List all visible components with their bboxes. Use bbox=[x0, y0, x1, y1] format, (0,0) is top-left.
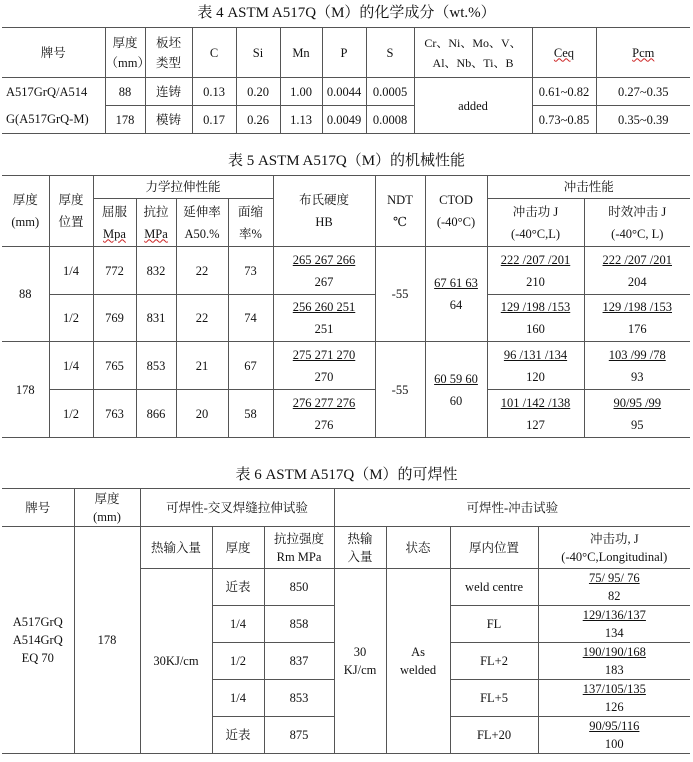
elongation-cell: 22 bbox=[176, 295, 228, 342]
plate-thickness-cell: 近表 bbox=[212, 717, 264, 754]
grade-cell-line1: A517GrQ/A514 bbox=[2, 78, 105, 106]
cross-weld-tensile-group-header: 可焊性-交叉焊缝拉伸试验 bbox=[140, 489, 334, 527]
thickness-cell: 178 bbox=[105, 106, 145, 134]
grade-cell: A517GrQ A514GrQ EQ 70 bbox=[2, 527, 74, 754]
yield-header: 屈服 Mpa bbox=[93, 199, 136, 247]
ceq-header: Ceq bbox=[532, 28, 596, 78]
impact-cell: 222 /207 /201 210 bbox=[487, 247, 584, 295]
impact-group-header: 冲击性能 bbox=[487, 176, 690, 199]
slab-type-cell: 模铸 bbox=[145, 106, 192, 134]
state-header: 状态 bbox=[386, 527, 450, 569]
pcm-header: Pcm bbox=[596, 28, 690, 78]
impact-cell: 190/190/168 183 bbox=[538, 643, 690, 680]
hardness-header: 布氏硬度 HB bbox=[273, 176, 375, 247]
area-cell: 73 bbox=[228, 247, 273, 295]
thickness-cell: 178 bbox=[2, 342, 49, 438]
position-cell: 1/2 bbox=[49, 295, 93, 342]
thickness-cell: 178 bbox=[74, 527, 140, 754]
table5-caption: 表 5 ASTM A517Q（M）的机械性能 bbox=[227, 153, 466, 169]
ndt-cell: -55 bbox=[375, 247, 425, 342]
table5-row bbox=[2, 295, 690, 342]
p-header: P bbox=[322, 28, 366, 78]
impact-cell: 96 /131 /134 120 bbox=[487, 342, 584, 390]
ctod-cell: 60 59 60 60 bbox=[425, 342, 487, 438]
heat-input-cell: 30KJ/cm bbox=[140, 569, 212, 754]
tensile-strength-header: 抗拉强度 Rm MPa bbox=[264, 527, 334, 569]
ctod-cell: 67 61 63 64 bbox=[425, 247, 487, 342]
c-cell: 0.17 bbox=[192, 106, 236, 134]
position-header: 厚度 位置 bbox=[49, 176, 93, 247]
aging-impact-cell: 129 /198 /153 176 bbox=[584, 295, 690, 342]
si-cell: 0.26 bbox=[236, 106, 280, 134]
hardness-cell: 276 277 276 276 bbox=[273, 390, 375, 438]
aging-impact-cell: 90/95 /99 95 bbox=[584, 390, 690, 438]
position-cell: 1/4 bbox=[49, 247, 93, 295]
impact-cell: 137/105/135 126 bbox=[538, 680, 690, 717]
table5-row bbox=[2, 247, 690, 295]
table4-row bbox=[2, 78, 690, 106]
ndt-header: NDT ℃ bbox=[375, 176, 425, 247]
table6-subheader-row bbox=[2, 527, 690, 569]
location-cell: FL+5 bbox=[450, 680, 538, 717]
pcm-cell: 0.27~0.35 bbox=[596, 78, 690, 106]
ceq-cell: 0.61~0.82 bbox=[532, 78, 596, 106]
s-header: S bbox=[366, 28, 414, 78]
mn-cell: 1.13 bbox=[280, 106, 322, 134]
aging-impact-cell: 103 /99 /78 93 bbox=[584, 342, 690, 390]
impact-heat-input-header: 热输 入量 bbox=[334, 527, 386, 569]
plate-thickness-cell: 1/2 bbox=[212, 643, 264, 680]
slab-type-cell: 连铸 bbox=[145, 78, 192, 106]
yield-cell: 769 bbox=[93, 295, 136, 342]
impact-cell: 90/95/116 100 bbox=[538, 717, 690, 754]
thickness-cell: 88 bbox=[105, 78, 145, 106]
plate-thickness-cell: 近表 bbox=[212, 569, 264, 606]
table4-chemical-composition bbox=[2, 27, 690, 134]
state-cell: As welded bbox=[386, 569, 450, 754]
impact-cell: 101 /142 /138 127 bbox=[487, 390, 584, 438]
thickness-header: 厚度 （mm） bbox=[105, 28, 145, 78]
aging-impact-header: 时效冲击 J (-40°C, L) bbox=[584, 199, 690, 247]
grade-header: 牌号 bbox=[2, 489, 74, 527]
tensile-strength-cell: 875 bbox=[264, 717, 334, 754]
table6-caption: 表 6 ASTM A517Q（M）的可焊性 bbox=[235, 467, 458, 483]
table4-caption: 表 4 ASTM A517Q（M）的化学成分（wt.%） bbox=[197, 5, 496, 21]
microalloy-header: Cr、Ni、Mo、V、 Al、Nb、Ti、B bbox=[414, 28, 532, 78]
grade-cell-line2: G(A517GrQ-M) bbox=[2, 106, 105, 134]
mn-cell: 1.00 bbox=[280, 78, 322, 106]
table5-header-row bbox=[2, 176, 690, 199]
elongation-cell: 21 bbox=[176, 342, 228, 390]
tensile-cell: 832 bbox=[136, 247, 176, 295]
position-cell: 1/4 bbox=[49, 342, 93, 390]
s-cell: 0.0008 bbox=[366, 106, 414, 134]
location-cell: FL+20 bbox=[450, 717, 538, 754]
c-header: C bbox=[192, 28, 236, 78]
tensile-cell: 831 bbox=[136, 295, 176, 342]
p-cell: 0.0049 bbox=[322, 106, 366, 134]
plate-thickness-cell: 1/4 bbox=[212, 680, 264, 717]
location-cell: weld centre bbox=[450, 569, 538, 606]
si-header: Si bbox=[236, 28, 280, 78]
impact-energy-header: 冲击功, J (-40°C,Longitudinal) bbox=[538, 527, 690, 569]
aging-impact-cell: 222 /207 /201 204 bbox=[584, 247, 690, 295]
table4-row bbox=[2, 106, 690, 134]
area-reduction-header: 面缩 率% bbox=[228, 199, 273, 247]
si-cell: 0.20 bbox=[236, 78, 280, 106]
ctod-header: CTOD (-40°C) bbox=[425, 176, 487, 247]
tensile-cell: 866 bbox=[136, 390, 176, 438]
table5-row bbox=[2, 342, 690, 390]
table5-row bbox=[2, 390, 690, 438]
pcm-cell: 0.35~0.39 bbox=[596, 106, 690, 134]
position-cell: 1/2 bbox=[49, 390, 93, 438]
tensile-strength-cell: 858 bbox=[264, 606, 334, 643]
location-header: 厚内位置 bbox=[450, 527, 538, 569]
impact-cell: 129/136/137 134 bbox=[538, 606, 690, 643]
hardness-cell: 256 260 251 251 bbox=[273, 295, 375, 342]
heat-input-header: 热输入量 bbox=[140, 527, 212, 569]
location-cell: FL bbox=[450, 606, 538, 643]
grade-header: 牌号 bbox=[2, 28, 105, 78]
table4-header-row bbox=[2, 28, 690, 78]
elongation-header: 延伸率 A50.% bbox=[176, 199, 228, 247]
location-cell: FL+2 bbox=[450, 643, 538, 680]
table6-weldability bbox=[2, 488, 690, 754]
ceq-cell: 0.73~0.85 bbox=[532, 106, 596, 134]
impact-cell: 129 /198 /153 160 bbox=[487, 295, 584, 342]
area-cell: 67 bbox=[228, 342, 273, 390]
tensile-strength-cell: 837 bbox=[264, 643, 334, 680]
tensile-group-header: 力学拉伸性能 bbox=[93, 176, 273, 199]
tensile-strength-cell: 853 bbox=[264, 680, 334, 717]
thickness-cell: 88 bbox=[2, 247, 49, 342]
microalloy-cell: added bbox=[414, 78, 532, 134]
table5-mechanical-properties bbox=[2, 175, 690, 438]
elongation-cell: 22 bbox=[176, 247, 228, 295]
impact-cell: 75/ 95/ 76 82 bbox=[538, 569, 690, 606]
area-cell: 74 bbox=[228, 295, 273, 342]
impact-heat-input-cell: 30 KJ/cm bbox=[334, 569, 386, 754]
plate-thickness-header: 厚度 bbox=[212, 527, 264, 569]
p-cell: 0.0044 bbox=[322, 78, 366, 106]
yield-cell: 772 bbox=[93, 247, 136, 295]
tensile-cell: 853 bbox=[136, 342, 176, 390]
table6-header-row bbox=[2, 489, 690, 527]
impact-energy-header: 冲击功 J (-40°C,L) bbox=[487, 199, 584, 247]
slab-type-header: 板坯 类型 bbox=[145, 28, 192, 78]
yield-cell: 763 bbox=[93, 390, 136, 438]
thickness-header: 厚度 (mm) bbox=[2, 176, 49, 247]
weld-impact-group-header: 可焊性-冲击试验 bbox=[334, 489, 690, 527]
yield-cell: 765 bbox=[93, 342, 136, 390]
area-cell: 58 bbox=[228, 390, 273, 438]
thickness-header: 厚度 (mm) bbox=[74, 489, 140, 527]
s-cell: 0.0005 bbox=[366, 78, 414, 106]
c-cell: 0.13 bbox=[192, 78, 236, 106]
ndt-cell: -55 bbox=[375, 342, 425, 438]
tensile-strength-cell: 850 bbox=[264, 569, 334, 606]
elongation-cell: 20 bbox=[176, 390, 228, 438]
tensile-header: 抗拉 MPa bbox=[136, 199, 176, 247]
plate-thickness-cell: 1/4 bbox=[212, 606, 264, 643]
mn-header: Mn bbox=[280, 28, 322, 78]
hardness-cell: 265 267 266 267 bbox=[273, 247, 375, 295]
hardness-cell: 275 271 270 270 bbox=[273, 342, 375, 390]
